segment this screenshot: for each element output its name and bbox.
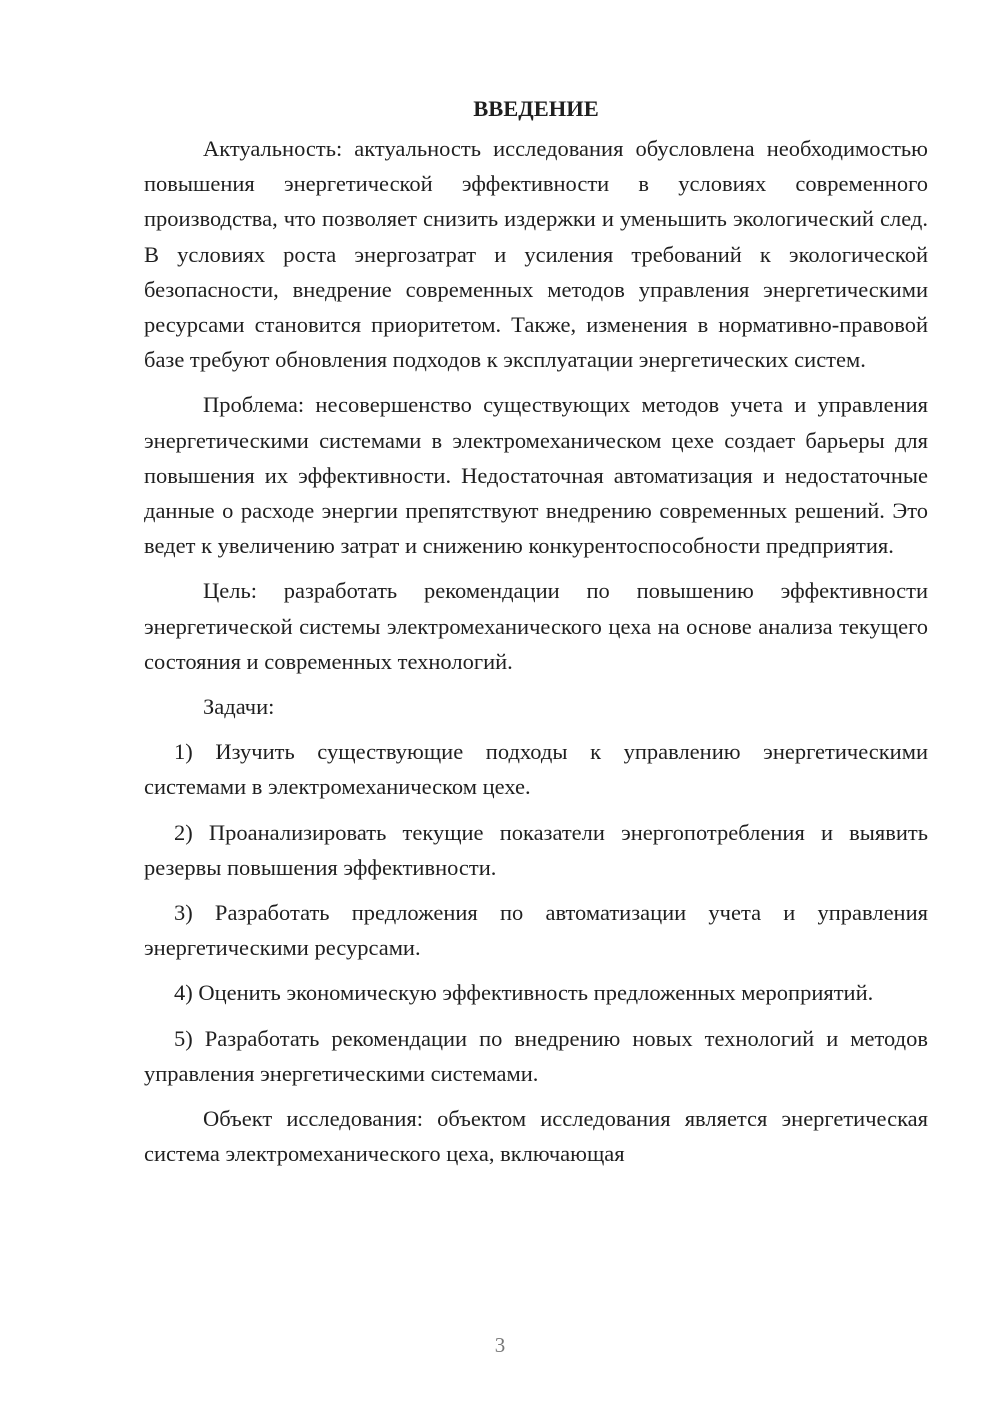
task-item: 5) Разработать рекомендации по внедрению новых технологий и методов управления энергетическими системами.	[144, 1025, 928, 1086]
task-item: 2) Проанализировать текущие показатели энергопотребления и выявить резервы повышения эффективности.	[144, 819, 928, 880]
task-item: 4) Оценить экономическую эффективность предложенных мероприятий.	[174, 980, 874, 1006]
task-item: 3) Разработать предложения по автоматизации учета и управления энергетическими ресурсами.	[144, 900, 928, 961]
object-paragraph: Объект исследования: объектом исследования является энергетическая система электромеханического цеха, включающая	[144, 1106, 928, 1167]
tasks-heading: Задачи:	[203, 694, 275, 720]
goal-paragraph: Цель: разработать рекомендации по повышению эффективности энергетической системы электромеханического цеха на основе анализа текущего состояния и современных технологий.	[144, 578, 928, 674]
task-item: 1) Изучить существующие подходы к управлению энергетическими системами в электромеханическом цехе.	[144, 739, 928, 800]
page-content	[144, 92, 928, 1181]
problem-paragraph: Проблема: несовершенство существующих методов учета и управления энергетическими системами в электромеханическом цехе создает барьеры для повышения их эффективности. Недостаточная автоматизация и недостаточные данные о расходе энергии препятствуют внедрению современных решений. Это ведет к увеличению затрат и снижению конкурентоспособности предприятия.	[144, 392, 928, 559]
section-title: ВВЕДЕНИЕ	[473, 96, 599, 121]
relevance-paragraph: Актуальность: актуальность исследования обусловлена необходимостью повышения энергетической эффективности в условиях современного производства, что позволяет снизить издержки и уменьшить экологический след. В условиях роста энергозатрат и усиления требований к экологической безопасности, внедрение современных методов управления энергетическими ресурсами становится приоритетом. Также, изменения в нормативно-правовой базе требуют обновления подходов к эксплуатации энергетических систем.	[144, 136, 928, 373]
page-number: 3	[494, 1333, 506, 1357]
